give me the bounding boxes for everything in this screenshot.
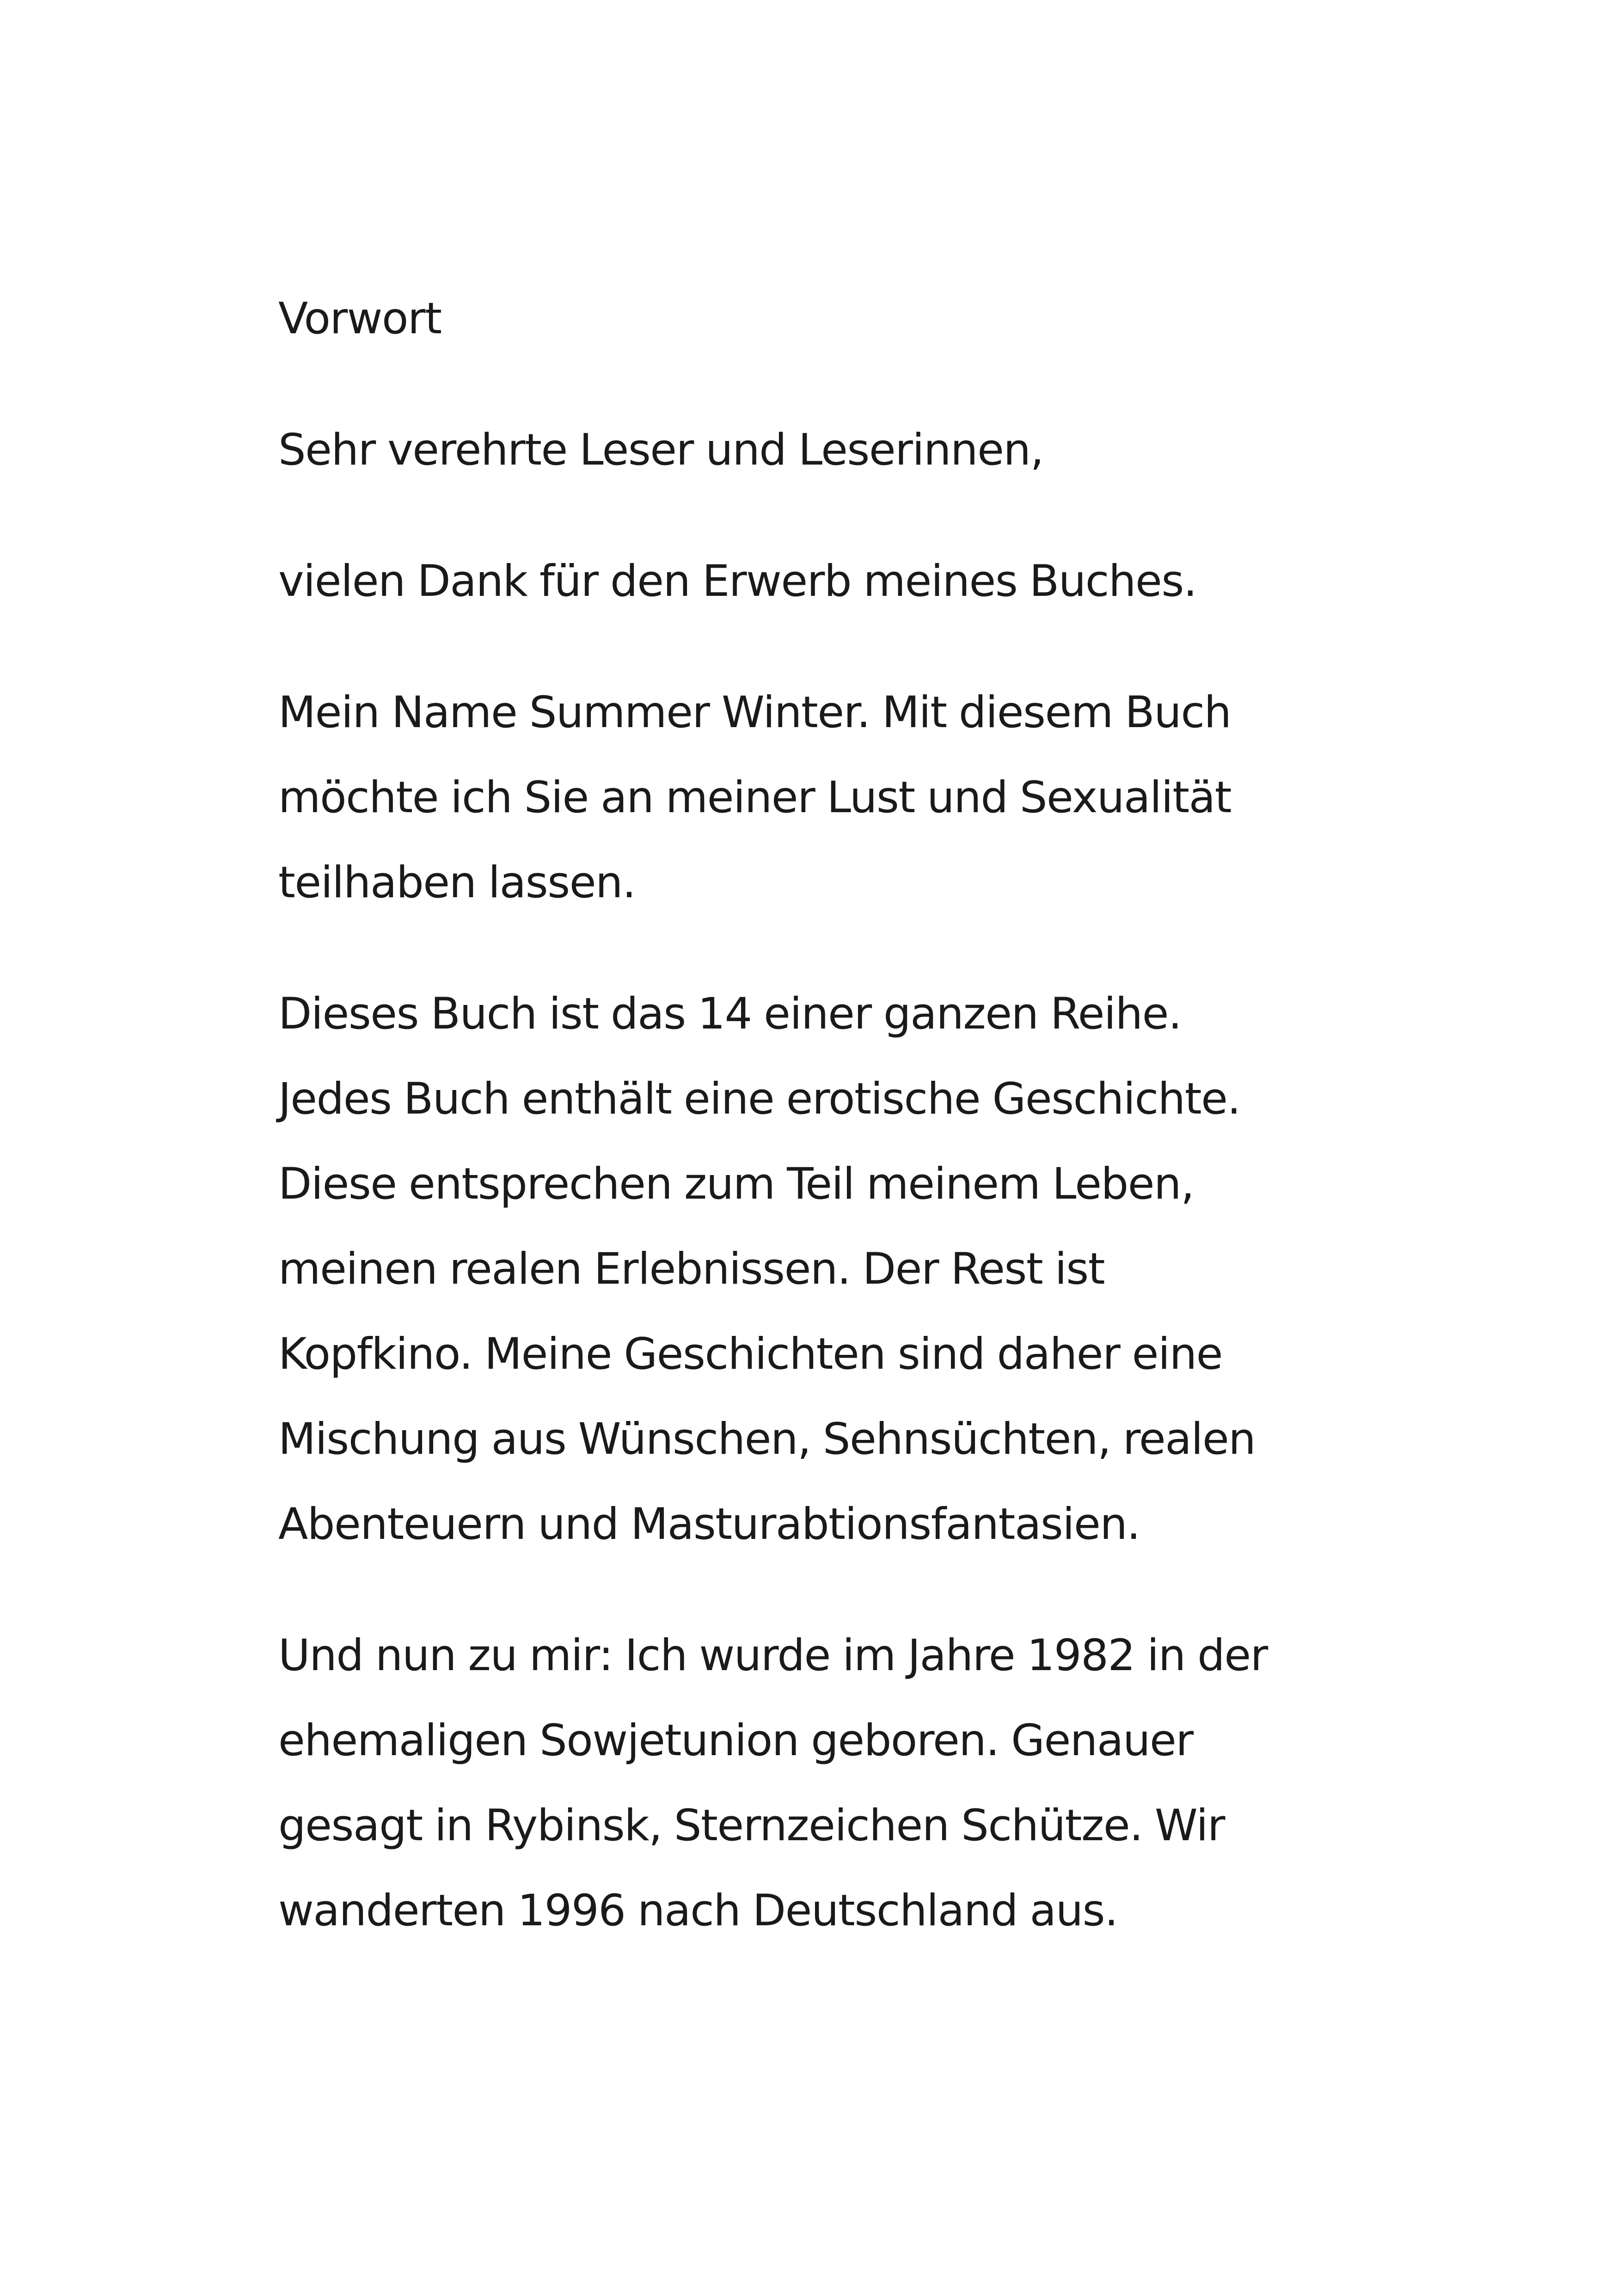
paragraph-greeting: [278, 408, 1388, 493]
document-body: [278, 276, 1388, 2000]
page-title: [278, 276, 1388, 361]
text-line: Mein Name Summer Winter. Mit diesem Buch: [278, 687, 1231, 738]
text-line: wanderten 1996 nach Deutschland aus.: [278, 1886, 1118, 1936]
paragraph-series: [278, 972, 1388, 1567]
text-line: Sehr verehrte Leser und Leserinnen,: [278, 425, 1043, 475]
text-line: Mischung aus Wünschen, Sehnsüchten, realen: [278, 1414, 1256, 1464]
text-line: Diese entsprechen zum Teil meinem Leben,: [278, 1159, 1194, 1209]
text-line: möchte ich Sie an meiner Lust und Sexualität: [278, 772, 1232, 823]
text-line: Abenteuern und Masturabtionsfantasien.: [278, 1499, 1140, 1549]
text-line: gesagt in Rybinsk, Sternzeichen Schütze. Wir: [278, 1800, 1225, 1851]
text-line: Und nun zu mir: Ich wurde im Jahre 1982 in der: [278, 1630, 1268, 1681]
text-line: Vorwort: [278, 294, 441, 344]
text-line: ehemaligen Sowjetunion geboren. Genauer: [278, 1715, 1193, 1766]
paragraph-introduction: [278, 670, 1388, 925]
text-line: Jedes Buch enthält eine erotische Geschichte.: [278, 1074, 1240, 1124]
text-line: vielen Dank für den Erwerb meines Buches.: [278, 556, 1197, 606]
paragraph-biography: [278, 1613, 1388, 1953]
paragraph-thanks: [278, 539, 1388, 624]
text-line: meinen realen Erlebnissen. Der Rest ist: [278, 1244, 1105, 1294]
text-line: Kopfkino. Meine Geschichten sind daher eine: [278, 1329, 1223, 1379]
text-line: Dieses Buch ist das 14 einer ganzen Reihe.: [278, 989, 1182, 1039]
text-line: teilhaben lassen.: [278, 857, 636, 908]
